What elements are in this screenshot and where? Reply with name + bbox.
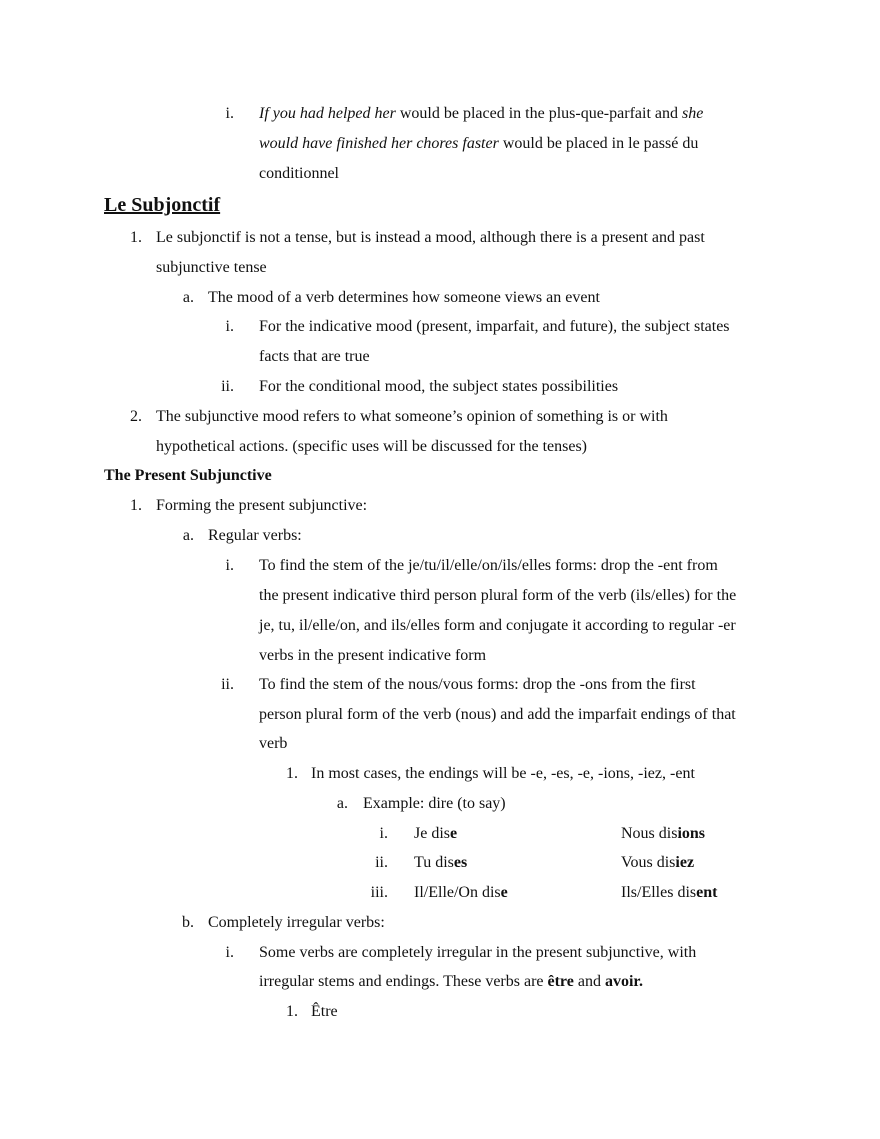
list-item-text: the present indicative third person plural form of the verb (ils/elles) for the	[259, 587, 737, 604]
list-item-text: To find the stem of the nous/vous forms: drop the -ons from the first	[259, 676, 696, 693]
list-item-text: Regular verbs:	[208, 527, 302, 544]
list-item-text	[259, 134, 698, 154]
bold-text: avoir.	[604, 973, 644, 990]
section-heading: The Present Subjunctive	[104, 467, 272, 484]
verb-ending: e	[450, 825, 458, 842]
list-marker: 1.	[286, 1003, 298, 1020]
list-marker: ii.	[221, 378, 234, 395]
list-marker: a.	[182, 289, 194, 306]
list-item-text	[259, 104, 703, 124]
list-item-text: The mood of a verb determines how someone views an event	[208, 289, 600, 306]
list-marker: i.	[225, 318, 234, 335]
verb-stem: Ils/Elles dis	[621, 884, 697, 901]
list-item-text: Some verbs are completely irregular in the present subjunctive, with	[259, 944, 697, 961]
list-marker: 1.	[286, 765, 298, 782]
list-marker: a.	[182, 527, 194, 544]
verb-stem: Vous dis	[621, 854, 676, 871]
verb-ending: iez	[675, 854, 695, 871]
conjugation-left	[414, 824, 457, 844]
text-segment: irregular stems and endings. These verbs are	[259, 973, 548, 990]
verb-ending: ent	[696, 884, 718, 901]
list-item-text: Forming the present subjunctive:	[156, 497, 368, 514]
list-item-text: conditionnel	[259, 165, 339, 182]
list-marker: a.	[336, 795, 348, 812]
verb-stem: Tu dis	[414, 854, 454, 871]
list-marker: i.	[225, 105, 234, 122]
list-marker: 2.	[130, 408, 142, 425]
bold-text: être	[547, 973, 574, 990]
list-marker: i.	[225, 944, 234, 961]
italic-text: If you had helped her	[259, 105, 396, 122]
list-item-text: Completely irregular verbs:	[208, 914, 385, 931]
verb-ending: es	[453, 854, 468, 871]
list-marker: 1.	[130, 229, 142, 246]
italic-text: she	[681, 105, 704, 122]
list-item-text: Le subjonctif is not a tense, but is instead a mood, although there is a present and past	[156, 229, 705, 246]
list-marker: ii.	[221, 676, 234, 693]
list-item-text: person plural form of the verb (nous) and add the imparfait endings of that	[259, 706, 736, 723]
list-item-text: je, tu, il/elle/on, and ils/elles form and conjugate it according to regular -er	[259, 617, 736, 634]
list-item-text: verbs in the present indicative form	[259, 647, 487, 664]
list-marker: i.	[379, 825, 388, 842]
verb-stem: Je dis	[414, 825, 450, 842]
verb-stem: Il/Elle/On dis	[414, 884, 501, 901]
verb-ending: ions	[677, 825, 706, 842]
list-item-text	[259, 972, 643, 992]
conjugation-right	[621, 824, 705, 844]
list-marker: b.	[182, 914, 194, 931]
list-item-text: Être	[311, 1003, 338, 1020]
text-segment: would be placed in le passé du	[498, 135, 699, 152]
list-item-text: For the indicative mood (present, imparfait, and future), the subject states	[259, 318, 730, 335]
list-item-text: subjunctive tense	[156, 259, 267, 276]
verb-ending: e	[500, 884, 508, 901]
list-item-text: For the conditional mood, the subject states possibilities	[259, 378, 619, 395]
conjugation-right	[621, 883, 717, 903]
list-item-text: To find the stem of the je/tu/il/elle/on/ils/elles forms: drop the -ent from	[259, 557, 718, 574]
list-item-text: Example: dire (to say)	[363, 795, 506, 812]
conjugation-right	[621, 853, 694, 873]
list-item-text: The subjunctive mood refers to what someone’s opinion of something is or with	[156, 408, 668, 425]
list-marker: ii.	[375, 854, 388, 871]
list-marker: iii.	[370, 884, 388, 901]
section-heading: Le Subjonctif	[104, 194, 221, 216]
list-marker: 1.	[130, 497, 142, 514]
list-marker: i.	[225, 557, 234, 574]
list-item-text: hypothetical actions. (specific uses will be discussed for the tenses)	[156, 438, 587, 455]
text-segment: and	[573, 973, 605, 990]
list-item-text: facts that are true	[259, 348, 370, 365]
list-item-text: In most cases, the endings will be -e, -es, -e, -ions, -iez, -ent	[311, 765, 695, 782]
conjugation-left	[414, 853, 467, 873]
list-item-text: verb	[259, 735, 288, 752]
text-segment: would be placed in the plus-que-parfait and	[395, 105, 682, 122]
conjugation-left	[414, 883, 508, 903]
verb-stem: Nous dis	[621, 825, 678, 842]
italic-text: would have finished her chores faster	[259, 135, 499, 152]
